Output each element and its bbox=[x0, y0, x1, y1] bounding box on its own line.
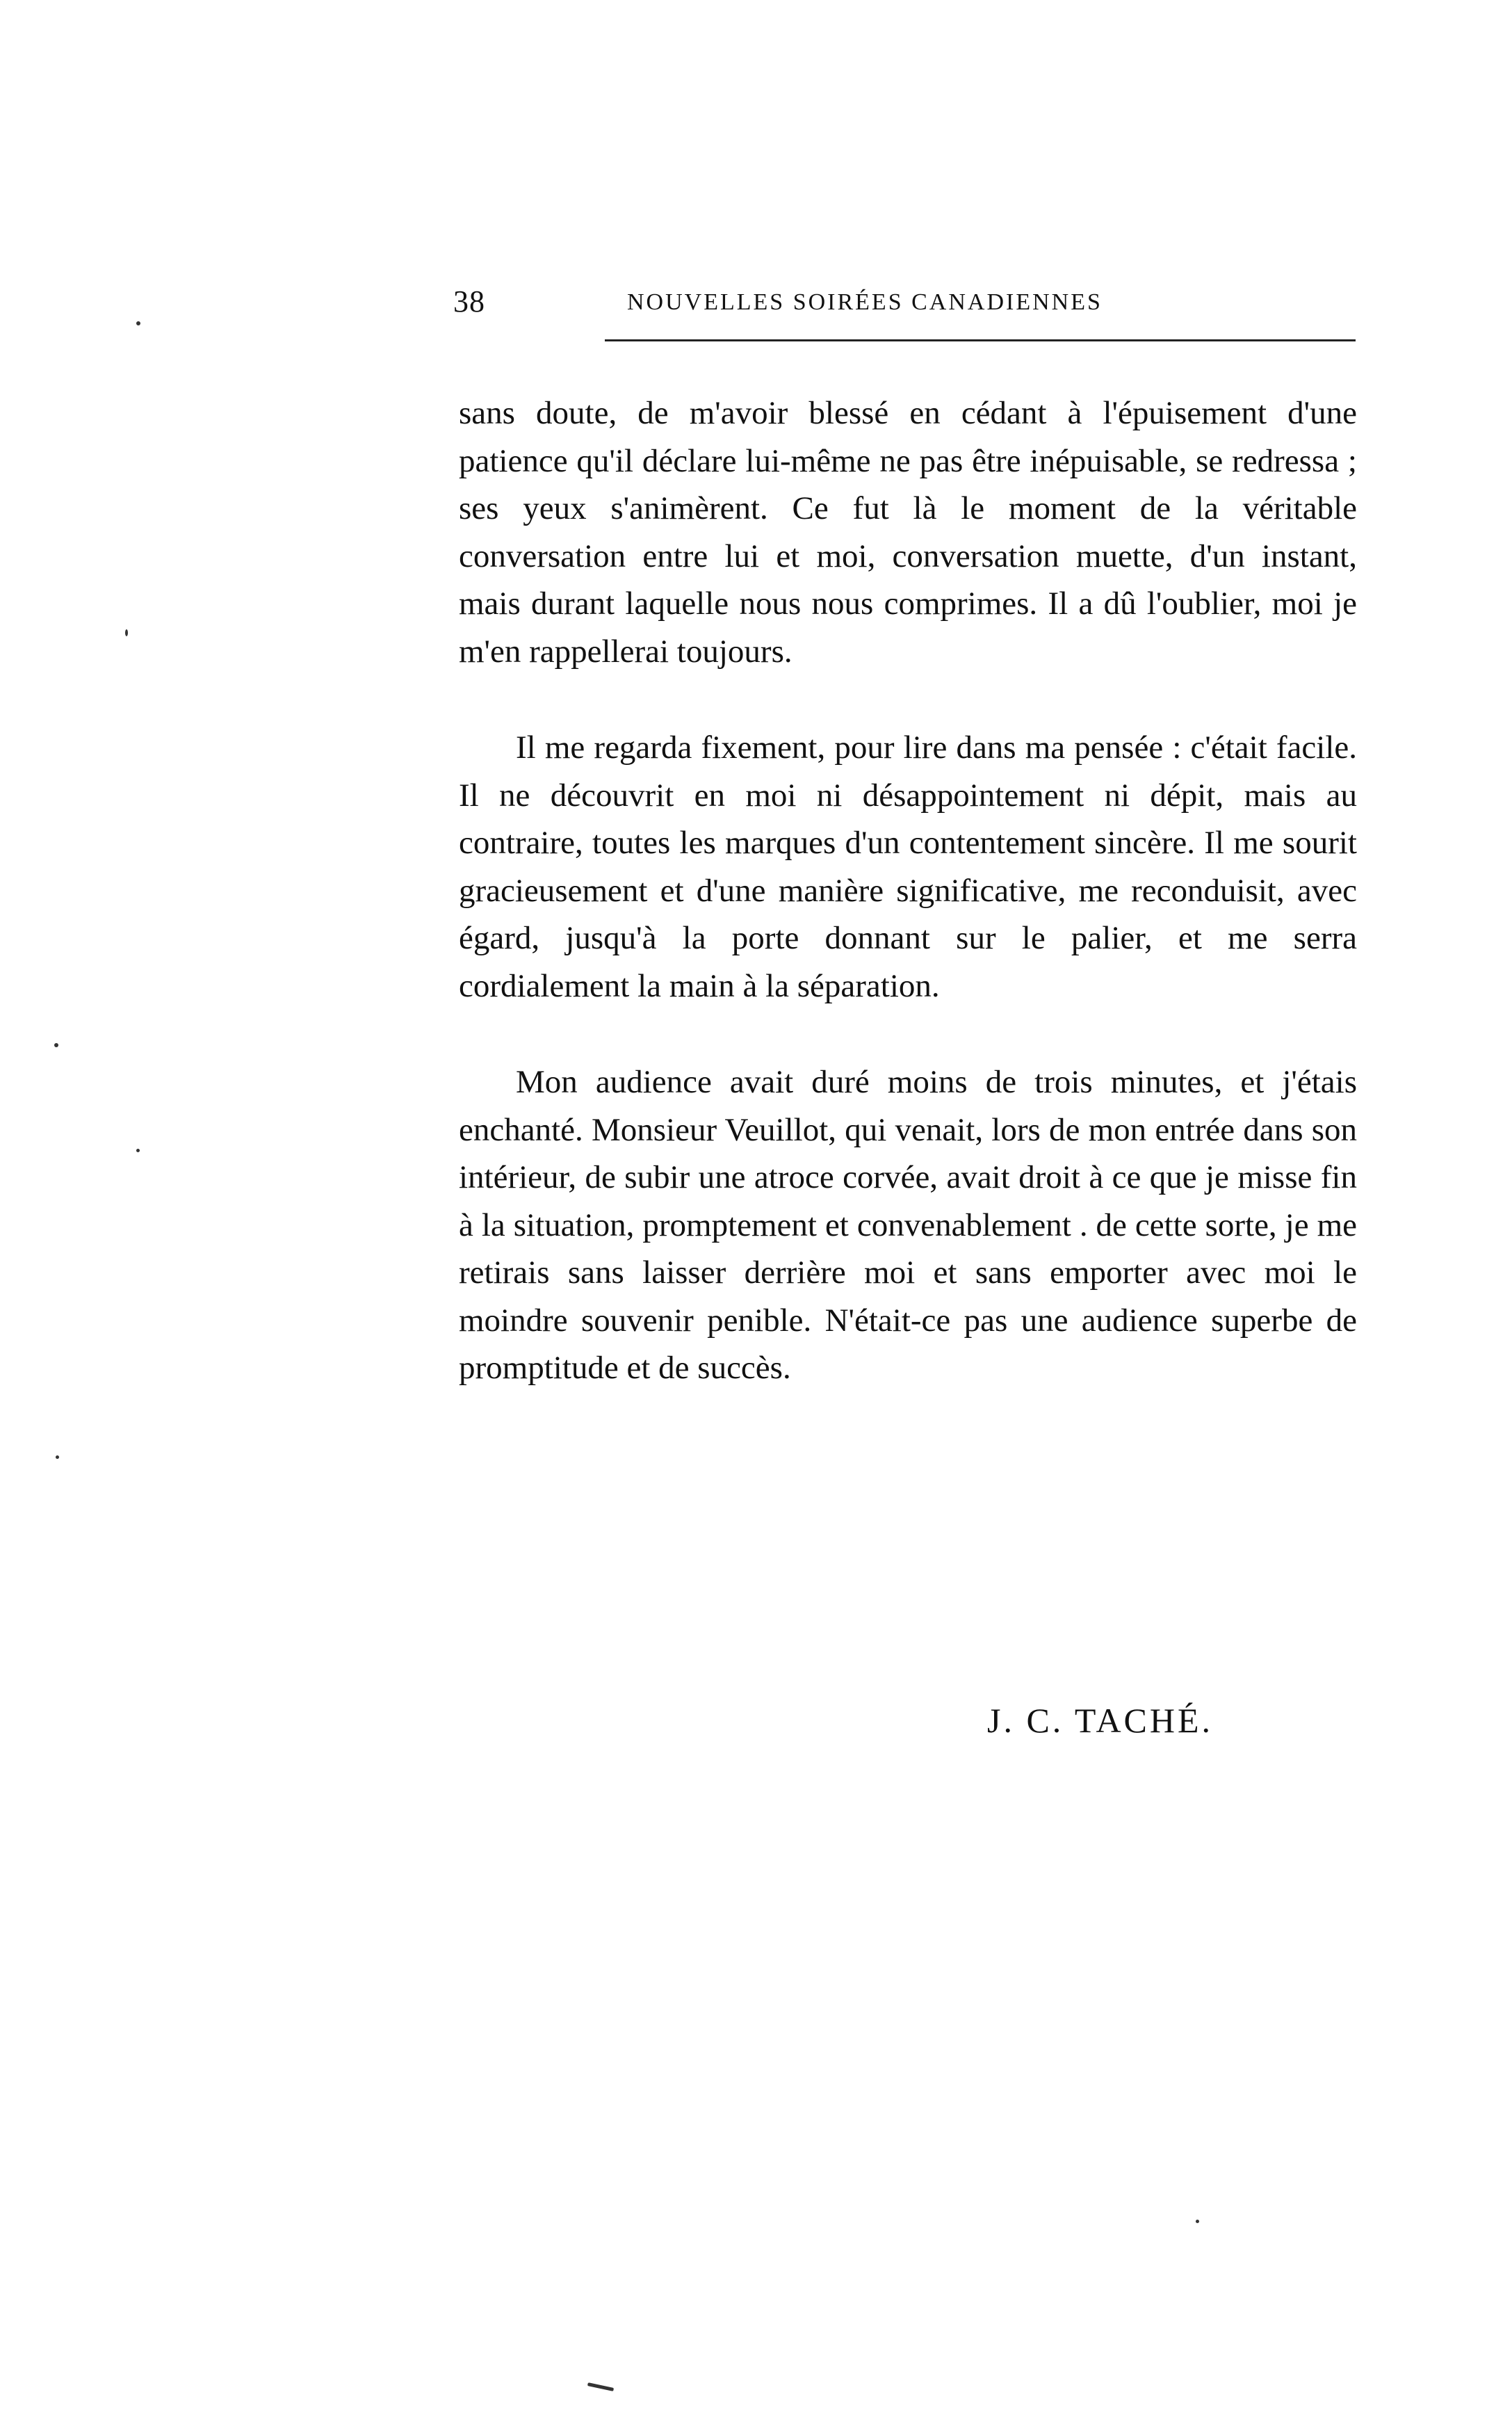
scan-speck bbox=[125, 629, 128, 636]
scan-speck bbox=[587, 2382, 614, 2391]
paragraph-3: Mon audience avait duré moins de trois minutes, et j'étais enchanté. Monsieur Veuillot, qui venait, lors de mon entrée dans son intérieur, de subir une atroce corvée, avait droit à ce que je misse fin à la situation, promptement et convenablement . de cette sorte, je me retirais sans laisser derrière moi et sans emporter avec moi le moindre souvenir penible. N'était-ce pas une audience superbe de promptitude et de succès. bbox=[459, 1064, 1357, 1386]
body-text bbox=[459, 389, 1357, 1441]
running-head bbox=[453, 284, 1354, 332]
running-title: NOUVELLES SOIRÉES CANADIENNES bbox=[627, 289, 1103, 315]
scan-speck bbox=[1196, 2220, 1199, 2223]
scan-speck bbox=[56, 1455, 59, 1459]
author-signature: J. C. TACHÉ. bbox=[987, 1701, 1214, 1740]
paragraph-1: sans doute, de m'avoir blessé en cédant à l'épuisement d'une patience qu'il déclare lui-même ne pas être inépuisable, se redressa ; ses yeux s'animèrent. Ce fut là le moment de la véritable conversation entre lui et moi, conversation muette, d'un instant, mais durant laquelle nous nous comprimes. Il a dû l'oublier, moi je m'en rappellerai toujours. bbox=[459, 395, 1357, 670]
scan-speck bbox=[136, 1149, 140, 1152]
paragraph-2: Il me regarda fixement, pour lire dans ma pensée : c'était facile. Il ne découvrit en moi ni désappointement ni dépit, mais au contraire, toutes les marques d'un contentement sincère. Il me sourit gracieusement et d'une manière significative, me reconduisit, avec égard, jusqu'à la porte donnant sur le palier, et me serra cordialement la main à la séparation. bbox=[459, 729, 1357, 1004]
scan-speck bbox=[54, 1043, 58, 1047]
header-rule bbox=[605, 339, 1356, 341]
page-number: 38 bbox=[453, 284, 485, 318]
scan-speck bbox=[136, 321, 140, 325]
